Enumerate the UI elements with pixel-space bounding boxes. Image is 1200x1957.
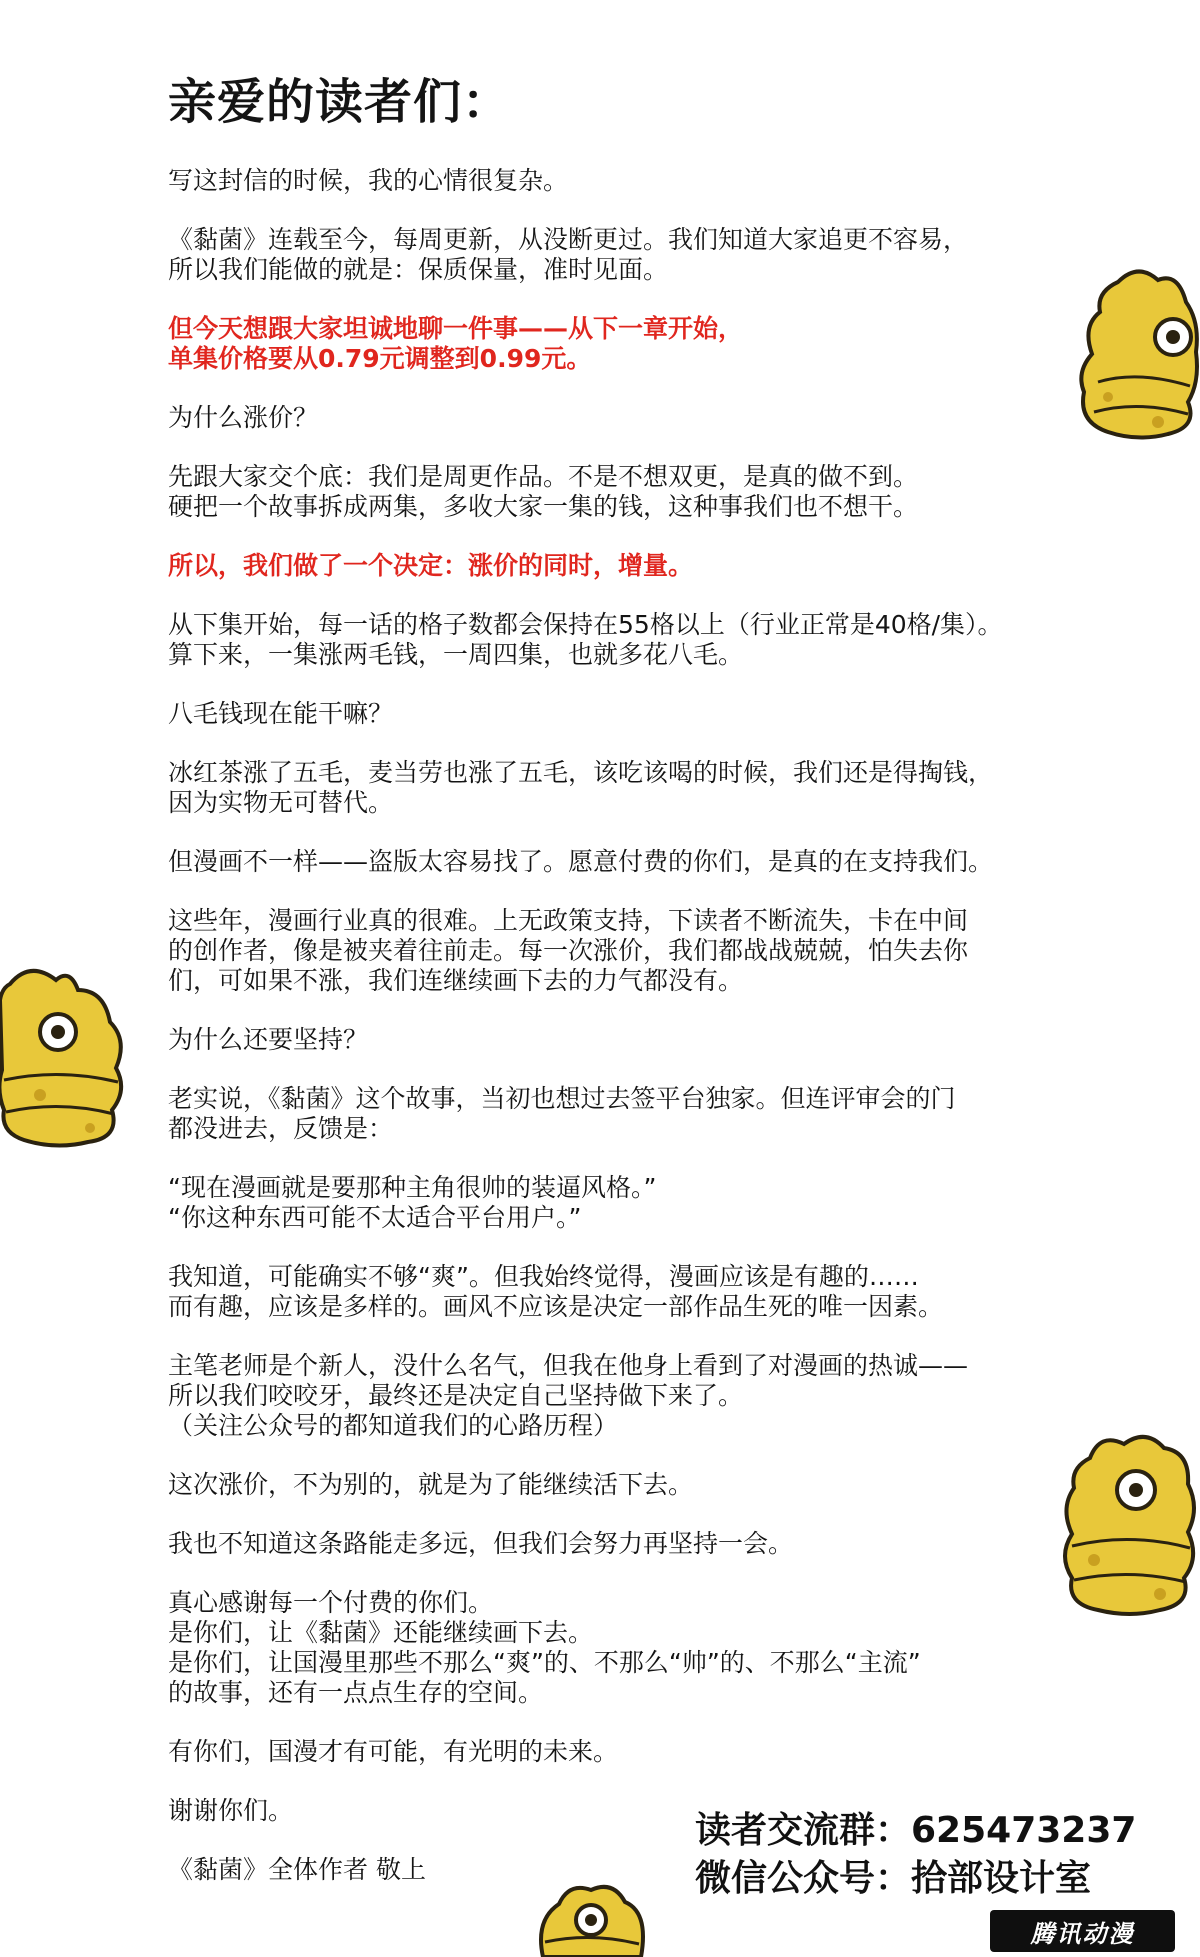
paragraph-line: 先跟大家交个底：我们是周更作品。不是不想双更，是真的做不到。 [168,462,919,491]
paragraph-line: 所以，我们做了一个决定：涨价的同时，增量。 [168,551,694,580]
paragraph-line: 谢谢你们。 [168,1796,294,1825]
slime-mascot-icon [525,1880,655,1957]
letter-paragraph [168,1262,1068,1322]
letter-paragraph [168,847,1068,877]
paragraph-line: 八毛钱现在能干嘛？ [168,699,394,728]
contact-info [695,1807,1136,1903]
paragraph-line: 我知道，可能确实不够“爽”。但我始终觉得，漫画应该是有趣的…… [168,1262,919,1291]
letter-paragraph [168,403,1068,433]
wechat-account: 微信公众号：拾部设计室 [695,1858,1092,1899]
letter-paragraph [168,699,1068,729]
slime-mascot-icon [1078,262,1200,442]
paragraph-line: 但今天想跟大家坦诚地聊一件事——从下一章开始， [168,314,744,343]
letter-paragraph [168,1351,1068,1441]
letter-paragraph [168,1588,1068,1708]
paragraph-line: 主笔老师是个新人，没什么名气，但我在他身上看到了对漫画的热诚—— [168,1351,969,1380]
paragraph-line: 的故事，还有一点点生存的空间。 [168,1678,544,1707]
paragraph-line: 冰红茶涨了五毛，麦当劳也涨了五毛，该吃该喝的时候，我们还是得掏钱， [168,758,994,787]
paragraph-line: 《黏菌》全体作者 敬上 [168,1855,426,1884]
paragraph-line: 我也不知道这条路能走多远，但我们会努力再坚持一会。 [168,1529,794,1558]
paragraph-line: 有你们，国漫才有可能，有光明的未来。 [168,1737,619,1766]
paragraph-line: 因为实物无可替代。 [168,788,394,817]
paragraph-line: 这些年，漫画行业真的很难。上无政策支持，下读者不断流失，卡在中间 [168,906,969,935]
letter-paragraph [168,906,1068,996]
letter-paragraph [168,1084,1068,1144]
watermark-logo: 腾讯动漫 [990,1910,1175,1952]
paragraph-line: 们，可如果不涨，我们连继续画下去的力气都没有。 [168,966,744,995]
paragraph-line: 为什么涨价？ [168,403,319,432]
paragraph-line: 但漫画不一样——盗版太容易找了。愿意付费的你们，是真的在支持我们。 [168,847,994,876]
paragraph-line: 这次涨价，不为别的，就是为了能继续活下去。 [168,1470,694,1499]
paragraph-line: 《黏菌》连载至今，每周更新，从没断更过。我们知道大家追更不容易， [168,225,969,254]
paragraph-line: 都没进去，反馈是： [168,1114,394,1143]
slime-mascot-icon [0,960,130,1150]
letter-paragraph [168,551,1068,581]
letter-title: 亲爱的读者们： [168,74,512,130]
letter-paragraph [168,758,1068,818]
letter-paragraph [168,610,1068,670]
paragraph-line: 真心感谢每一个付费的你们。 [168,1588,494,1617]
paragraph-line: 从下集开始，每一话的格子数都会保持在55格以上（行业正常是40格/集）。 [168,610,1003,639]
letter-paragraph [168,166,1068,196]
paragraph-line: 是你们，让国漫里那些不那么“爽”的、不那么“帅”的、不那么“主流” [168,1648,921,1677]
letter-paragraph [168,1737,1068,1767]
letter-paragraph [168,1470,1068,1500]
letter-body [168,72,1068,1914]
paragraph-line: 而有趣，应该是多样的。画风不应该是决定一部作品生死的唯一因素。 [168,1292,944,1321]
paragraph-line: 的创作者，像是被夹着往前走。每一次涨价，我们都战战兢兢，怕失去你 [168,936,969,965]
letter-paragraph [168,1529,1068,1559]
letter-paragraph [168,462,1068,522]
letter-paragraph [168,1025,1068,1055]
paragraph-line: 老实说，《黏菌》这个故事，当初也想过去签平台独家。但连评审会的门 [168,1084,956,1113]
paragraph-line: 写这封信的时候，我的心情很复杂。 [168,166,569,195]
paragraph-line: “你这种东西可能不太适合平台用户。” [168,1203,582,1232]
paragraph-line: 是你们，让《黏菌》还能继续画下去。 [168,1618,594,1647]
letter-paragraph [168,1173,1068,1233]
paragraph-list [168,166,1068,1885]
paragraph-line: 算下来，一集涨两毛钱，一周四集，也就多花八毛。 [168,640,744,669]
paragraph-line: （关注公众号的都知道我们的心路历程） [168,1411,619,1440]
paragraph-line: “现在漫画就是要那种主角很帅的装逼风格。” [168,1173,657,1202]
paragraph-line: 所以我们能做的就是：保质保量，准时见面。 [168,255,669,284]
letter-paragraph [168,314,1068,374]
paragraph-line: 硬把一个故事拆成两集，多收大家一集的钱，这种事我们也不想干。 [168,492,919,521]
reader-group-number: 读者交流群：625473237 [695,1810,1137,1851]
letter-paragraph [168,225,1068,285]
paragraph-line: 单集价格要从0.79元调整到0.99元。 [168,344,592,373]
paragraph-line: 为什么还要坚持？ [168,1025,369,1054]
paragraph-line: 所以我们咬咬牙，最终还是决定自己坚持做下来了。 [168,1381,744,1410]
slime-mascot-icon [1060,1428,1200,1618]
